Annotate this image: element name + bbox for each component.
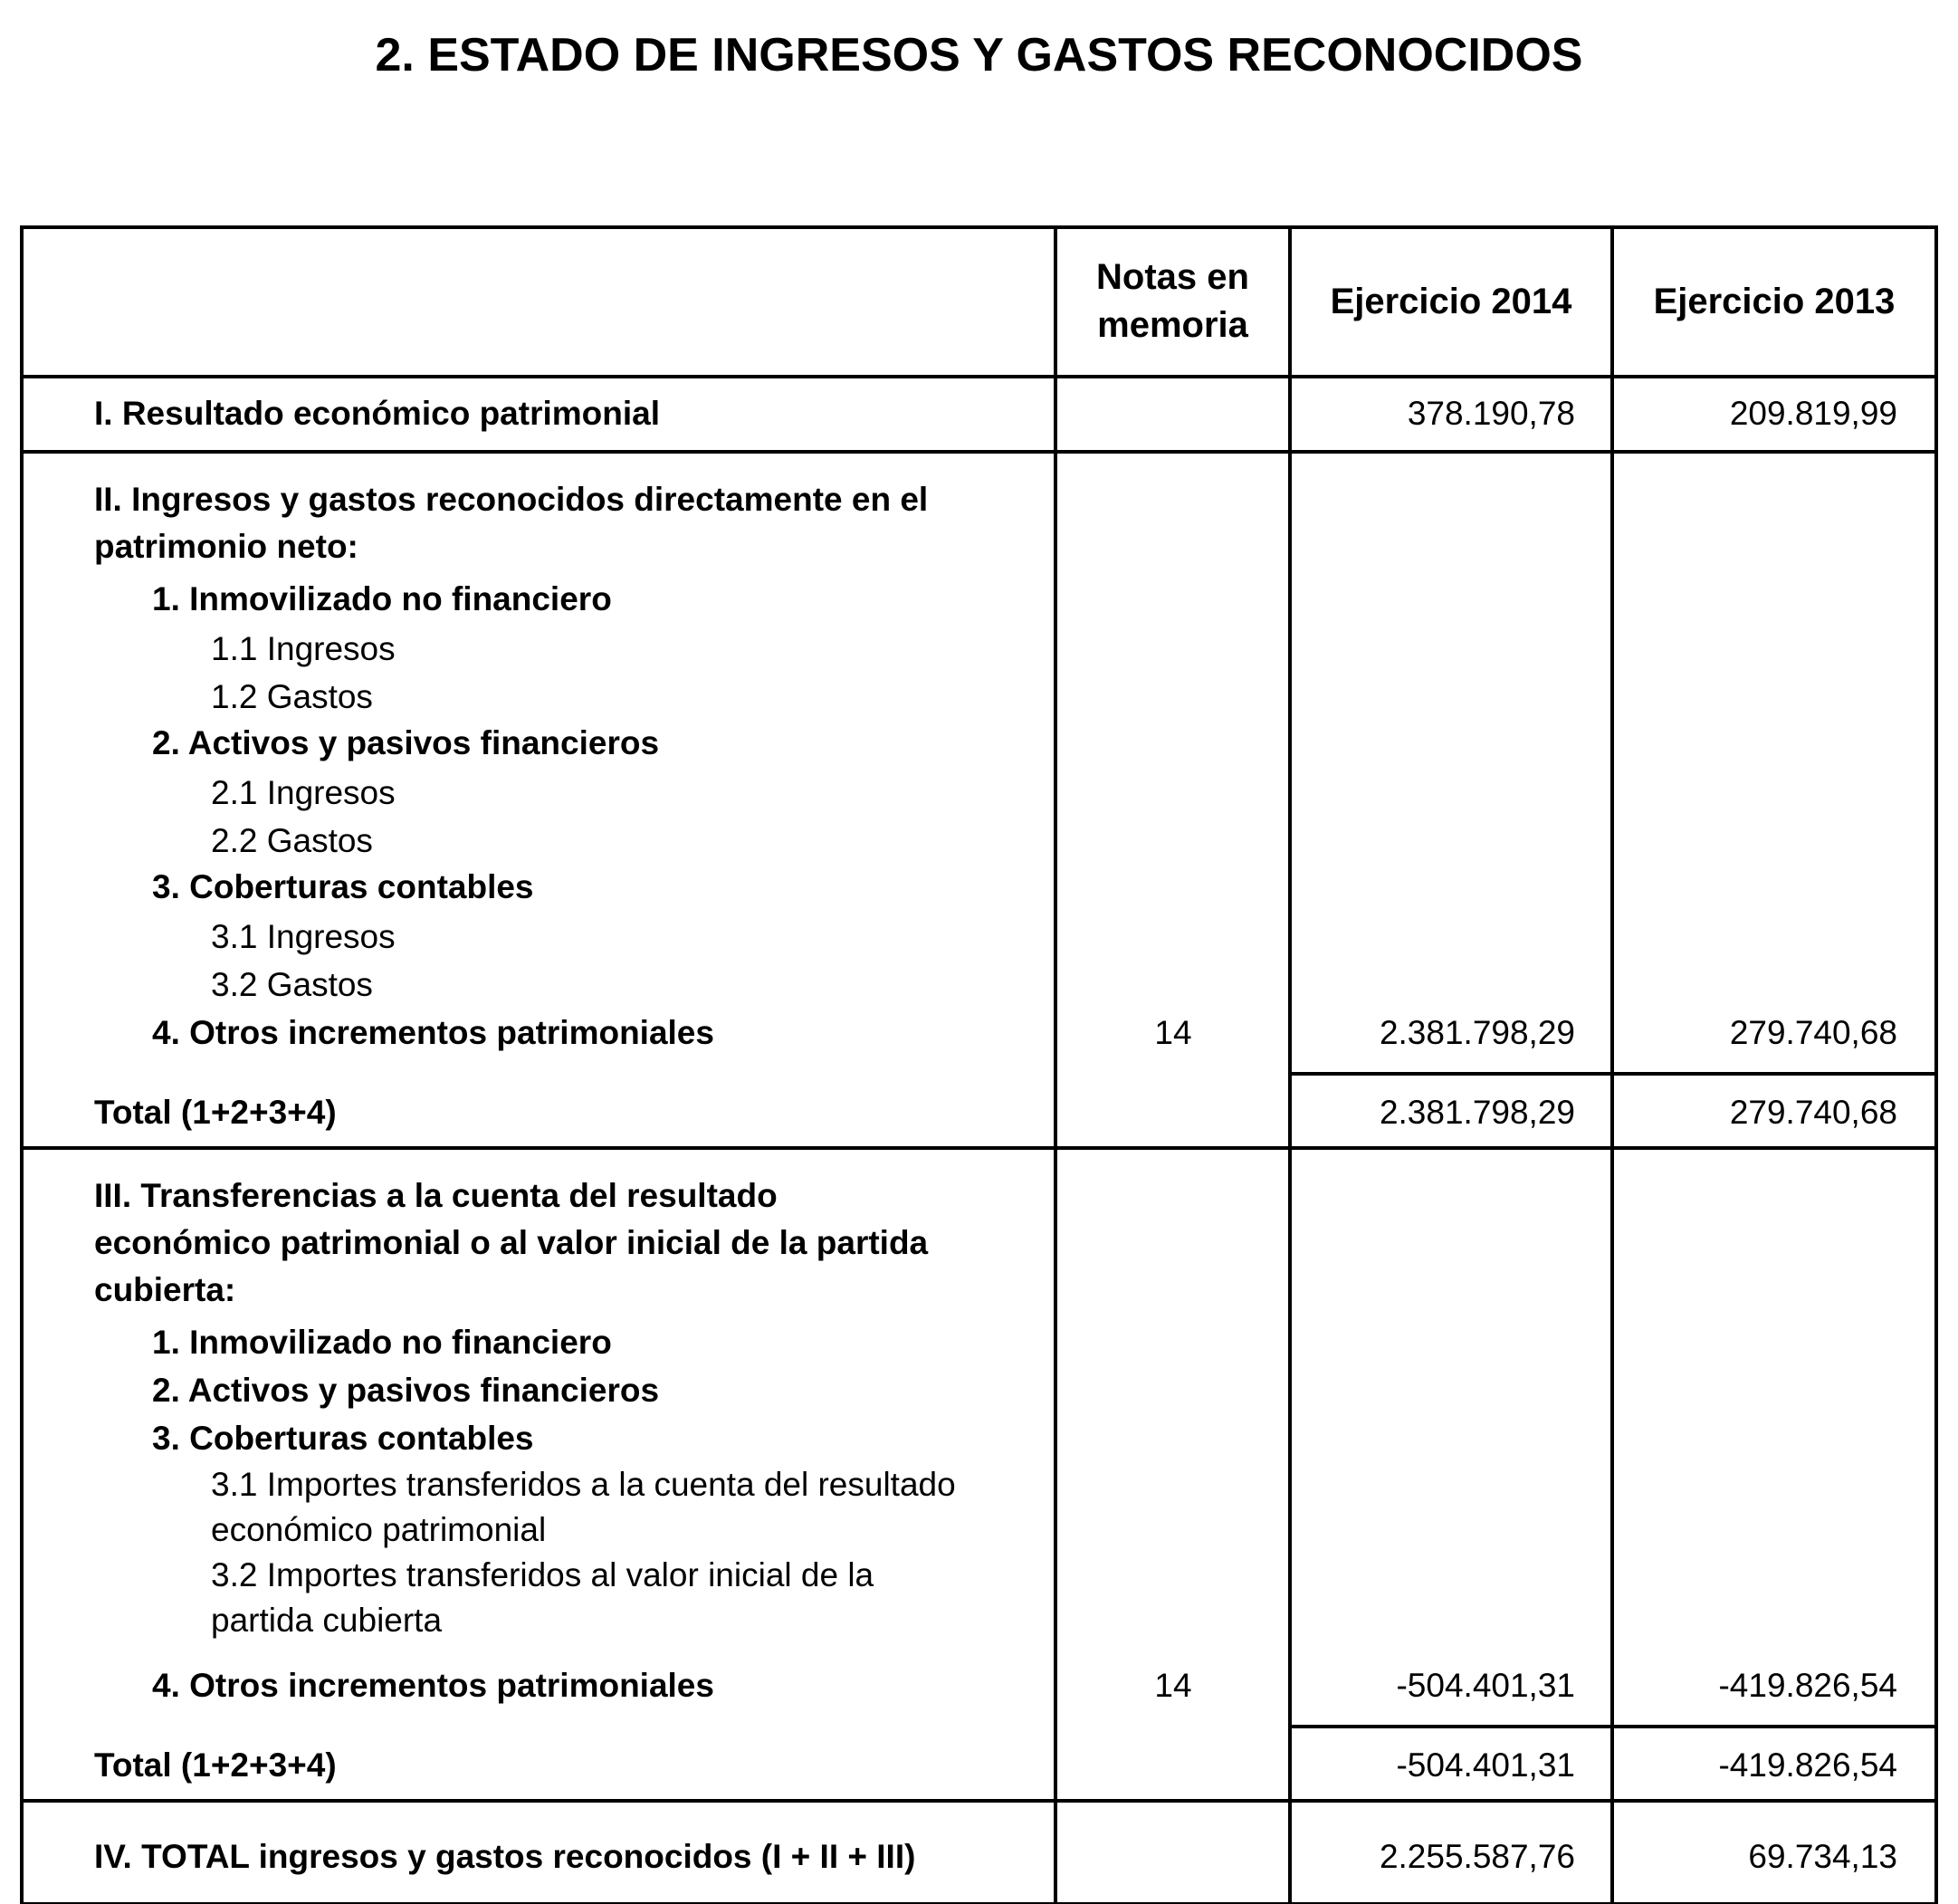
table-border-left bbox=[20, 225, 24, 1904]
table-divider bbox=[20, 375, 1938, 378]
section-iii-total-2013: -419.826,54 bbox=[1718, 1746, 1897, 1784]
list-item: 2.2 Gastos bbox=[211, 822, 373, 859]
section-iii-label: cubierta: bbox=[94, 1271, 236, 1308]
list-item: económico patrimonial bbox=[211, 1511, 547, 1548]
notes-value: 14 bbox=[1154, 1667, 1192, 1704]
value-2014: 2.381.798,29 bbox=[1379, 1014, 1575, 1051]
column-divider bbox=[1288, 225, 1292, 1904]
page-title: 2. ESTADO DE INGRESOS Y GASTOS RECONOCIDOS bbox=[375, 29, 1583, 81]
list-item: 3.2 Importes transferidos al valor inicial de la bbox=[211, 1556, 874, 1593]
table-divider bbox=[20, 450, 1938, 454]
notes-column-header bbox=[1057, 254, 1288, 349]
section-iv-label: IV. TOTAL ingresos y gastos reconocidos (I + II + III) bbox=[94, 1838, 916, 1875]
section-ii-label: II. Ingresos y gastos reconocidos directamente en el bbox=[94, 481, 929, 518]
list-item: 3. Coberturas contables bbox=[152, 868, 534, 905]
list-item: 3. Coberturas contables bbox=[152, 1420, 534, 1457]
section-ii-total-2013: 279.740,68 bbox=[1729, 1094, 1897, 1131]
subtotal-divider bbox=[1290, 1072, 1938, 1076]
value-2013: -419.826,54 bbox=[1718, 1667, 1897, 1704]
notes-header-line: memoria bbox=[1097, 305, 1248, 345]
section-ii-total-label: Total (1+2+3+4) bbox=[94, 1094, 337, 1131]
value-2014: -504.401,31 bbox=[1396, 1667, 1575, 1704]
section-iv-2014: 2.255.587,76 bbox=[1379, 1838, 1575, 1875]
table-border-right bbox=[1934, 225, 1938, 1904]
list-item: 1.2 Gastos bbox=[211, 678, 373, 715]
subtotal-divider bbox=[1290, 1725, 1938, 1728]
section-ii-total-2014: 2.381.798,29 bbox=[1379, 1094, 1575, 1131]
list-item: 3.1 Ingresos bbox=[211, 918, 396, 955]
year-2013-column-header: Ejercicio 2013 bbox=[1653, 282, 1896, 321]
section-iii-label: económico patrimonial o al valor inicial de la partida bbox=[94, 1224, 929, 1261]
column-divider bbox=[1610, 225, 1614, 1904]
list-item: 4. Otros incrementos patrimoniales bbox=[152, 1014, 714, 1051]
section-i-label: I. Resultado económico patrimonial bbox=[94, 395, 660, 432]
section-ii-label: patrimonio neto: bbox=[94, 528, 358, 565]
section-i-2014: 378.190,78 bbox=[1407, 395, 1575, 432]
section-iv-2013: 69.734,13 bbox=[1748, 1838, 1897, 1875]
list-item: 1. Inmovilizado no financiero bbox=[152, 1324, 612, 1361]
notes-value: 14 bbox=[1154, 1014, 1192, 1051]
year-2014-column-header: Ejercicio 2014 bbox=[1330, 282, 1572, 321]
list-item: 3.1 Importes transferidos a la cuenta del resultado bbox=[211, 1466, 956, 1503]
section-i-2013: 209.819,99 bbox=[1729, 395, 1897, 432]
list-item: 1. Inmovilizado no financiero bbox=[152, 580, 612, 617]
section-iii-total-2014: -504.401,31 bbox=[1396, 1746, 1575, 1784]
column-divider bbox=[1054, 225, 1057, 1904]
list-item: 2. Activos y pasivos financieros bbox=[152, 1372, 660, 1409]
list-item: 3.2 Gastos bbox=[211, 966, 373, 1003]
table-divider bbox=[20, 1146, 1938, 1150]
list-item: 2. Activos y pasivos financieros bbox=[152, 724, 660, 761]
list-item: 1.1 Ingresos bbox=[211, 630, 396, 667]
value-2013: 279.740,68 bbox=[1729, 1014, 1897, 1051]
table-border-top bbox=[20, 225, 1938, 229]
list-item: 4. Otros incrementos patrimoniales bbox=[152, 1667, 714, 1704]
notes-header-line: Notas en bbox=[1096, 257, 1249, 297]
table-divider bbox=[20, 1799, 1938, 1803]
section-iii-label: III. Transferencias a la cuenta del resultado bbox=[94, 1177, 778, 1214]
list-item: 2.1 Ingresos bbox=[211, 774, 396, 811]
list-item: partida cubierta bbox=[211, 1602, 443, 1639]
section-iii-total-label: Total (1+2+3+4) bbox=[94, 1746, 337, 1784]
